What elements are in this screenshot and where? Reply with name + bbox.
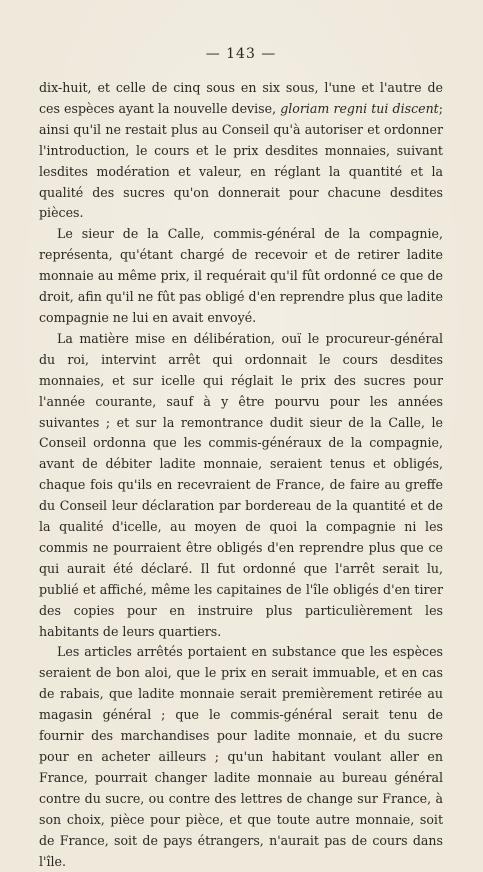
latin-motto: gloriam regni tui discent	[280, 100, 439, 116]
paragraph-la-calle: Le sieur de la Calle, commis-général de la compagnie, représenta, qu'étant chargé de recevoir et de retirer ladite monnaie au même prix, il requérait qu'il fût ordonné ce que de droit, afin qu'il ne fût pas obligé d'en reprendre plus que ladite compagnie ne lui en avait envoyé.	[39, 226, 443, 325]
paragraph-text: ; ainsi qu'il ne restait plus au Conseil qu'à autoriser et ordonner l'introduction, le cours et le prix desdites monnaies, suivant lesdites modération et valeur, en réglant la quantité et la qualité des sucres qu'on donnerait pour chacune desdites pièces.	[39, 100, 443, 221]
paragraph-deliberation: La matière mise en délibération, ouï le procureur-général du roi, intervint arrêt qui ordonnait le cours desdites monnaies, et sur icelle qui réglait le prix des sucres pour l'année courante, sauf à y être pourvu pour les années suivantes ; et sur la remontrance dudit sieur de la Calle, le Conseil ordonna que les commis-généraux de la compagnie, avant de débiter ladite monnaie, seraient tenus et obligés, chaque fois qu'ils en recevraient de France, de faire au greffe du Conseil leur déclaration par bordereau de la quantité et de la qualité d'icelle, au moyen de quoi la compagnie ni les commis ne pourraient être obligés d'en reprendre plus que ce qui aurait été déclaré. Il fut ordonné que l'arrêt serait lu, publié et affiché, même les capitaines de l'île obligés d'en tirer des copies pour en instruire plus particulièrement les habitants de leurs quartiers.	[39, 330, 443, 639]
paragraph-text: dix-huit, et celle de cinq sous en six sous, l'une et l'autre de ces espèces ayant la nouvelle devise,	[39, 80, 443, 116]
page-number: — 143 —	[205, 46, 277, 62]
paragraph-articles: Les articles arrêtés portaient en substance que les espèces seraient de bon aloi, que le prix en serait immuable, et en cas de rabais, que ladite monnaie serait premièrement retirée au magasin général ; que le commis-général serait tenu de fournir des marchandises pour ladite monnaie, et du sucre pour en acheter ailleurs ; qu'un habitant voulant aller en France, pourrait changer ladite monnaie au bureau général contre du sucre, ou contre des lettres de change sur France, à son choix, pièce pour pièce, et que toute autre monnaie, soit de France, soit de pays étrangers, n'aurait pas de cours dans l'île.	[39, 644, 443, 869]
paragraph-continuation	[39, 78, 443, 224]
